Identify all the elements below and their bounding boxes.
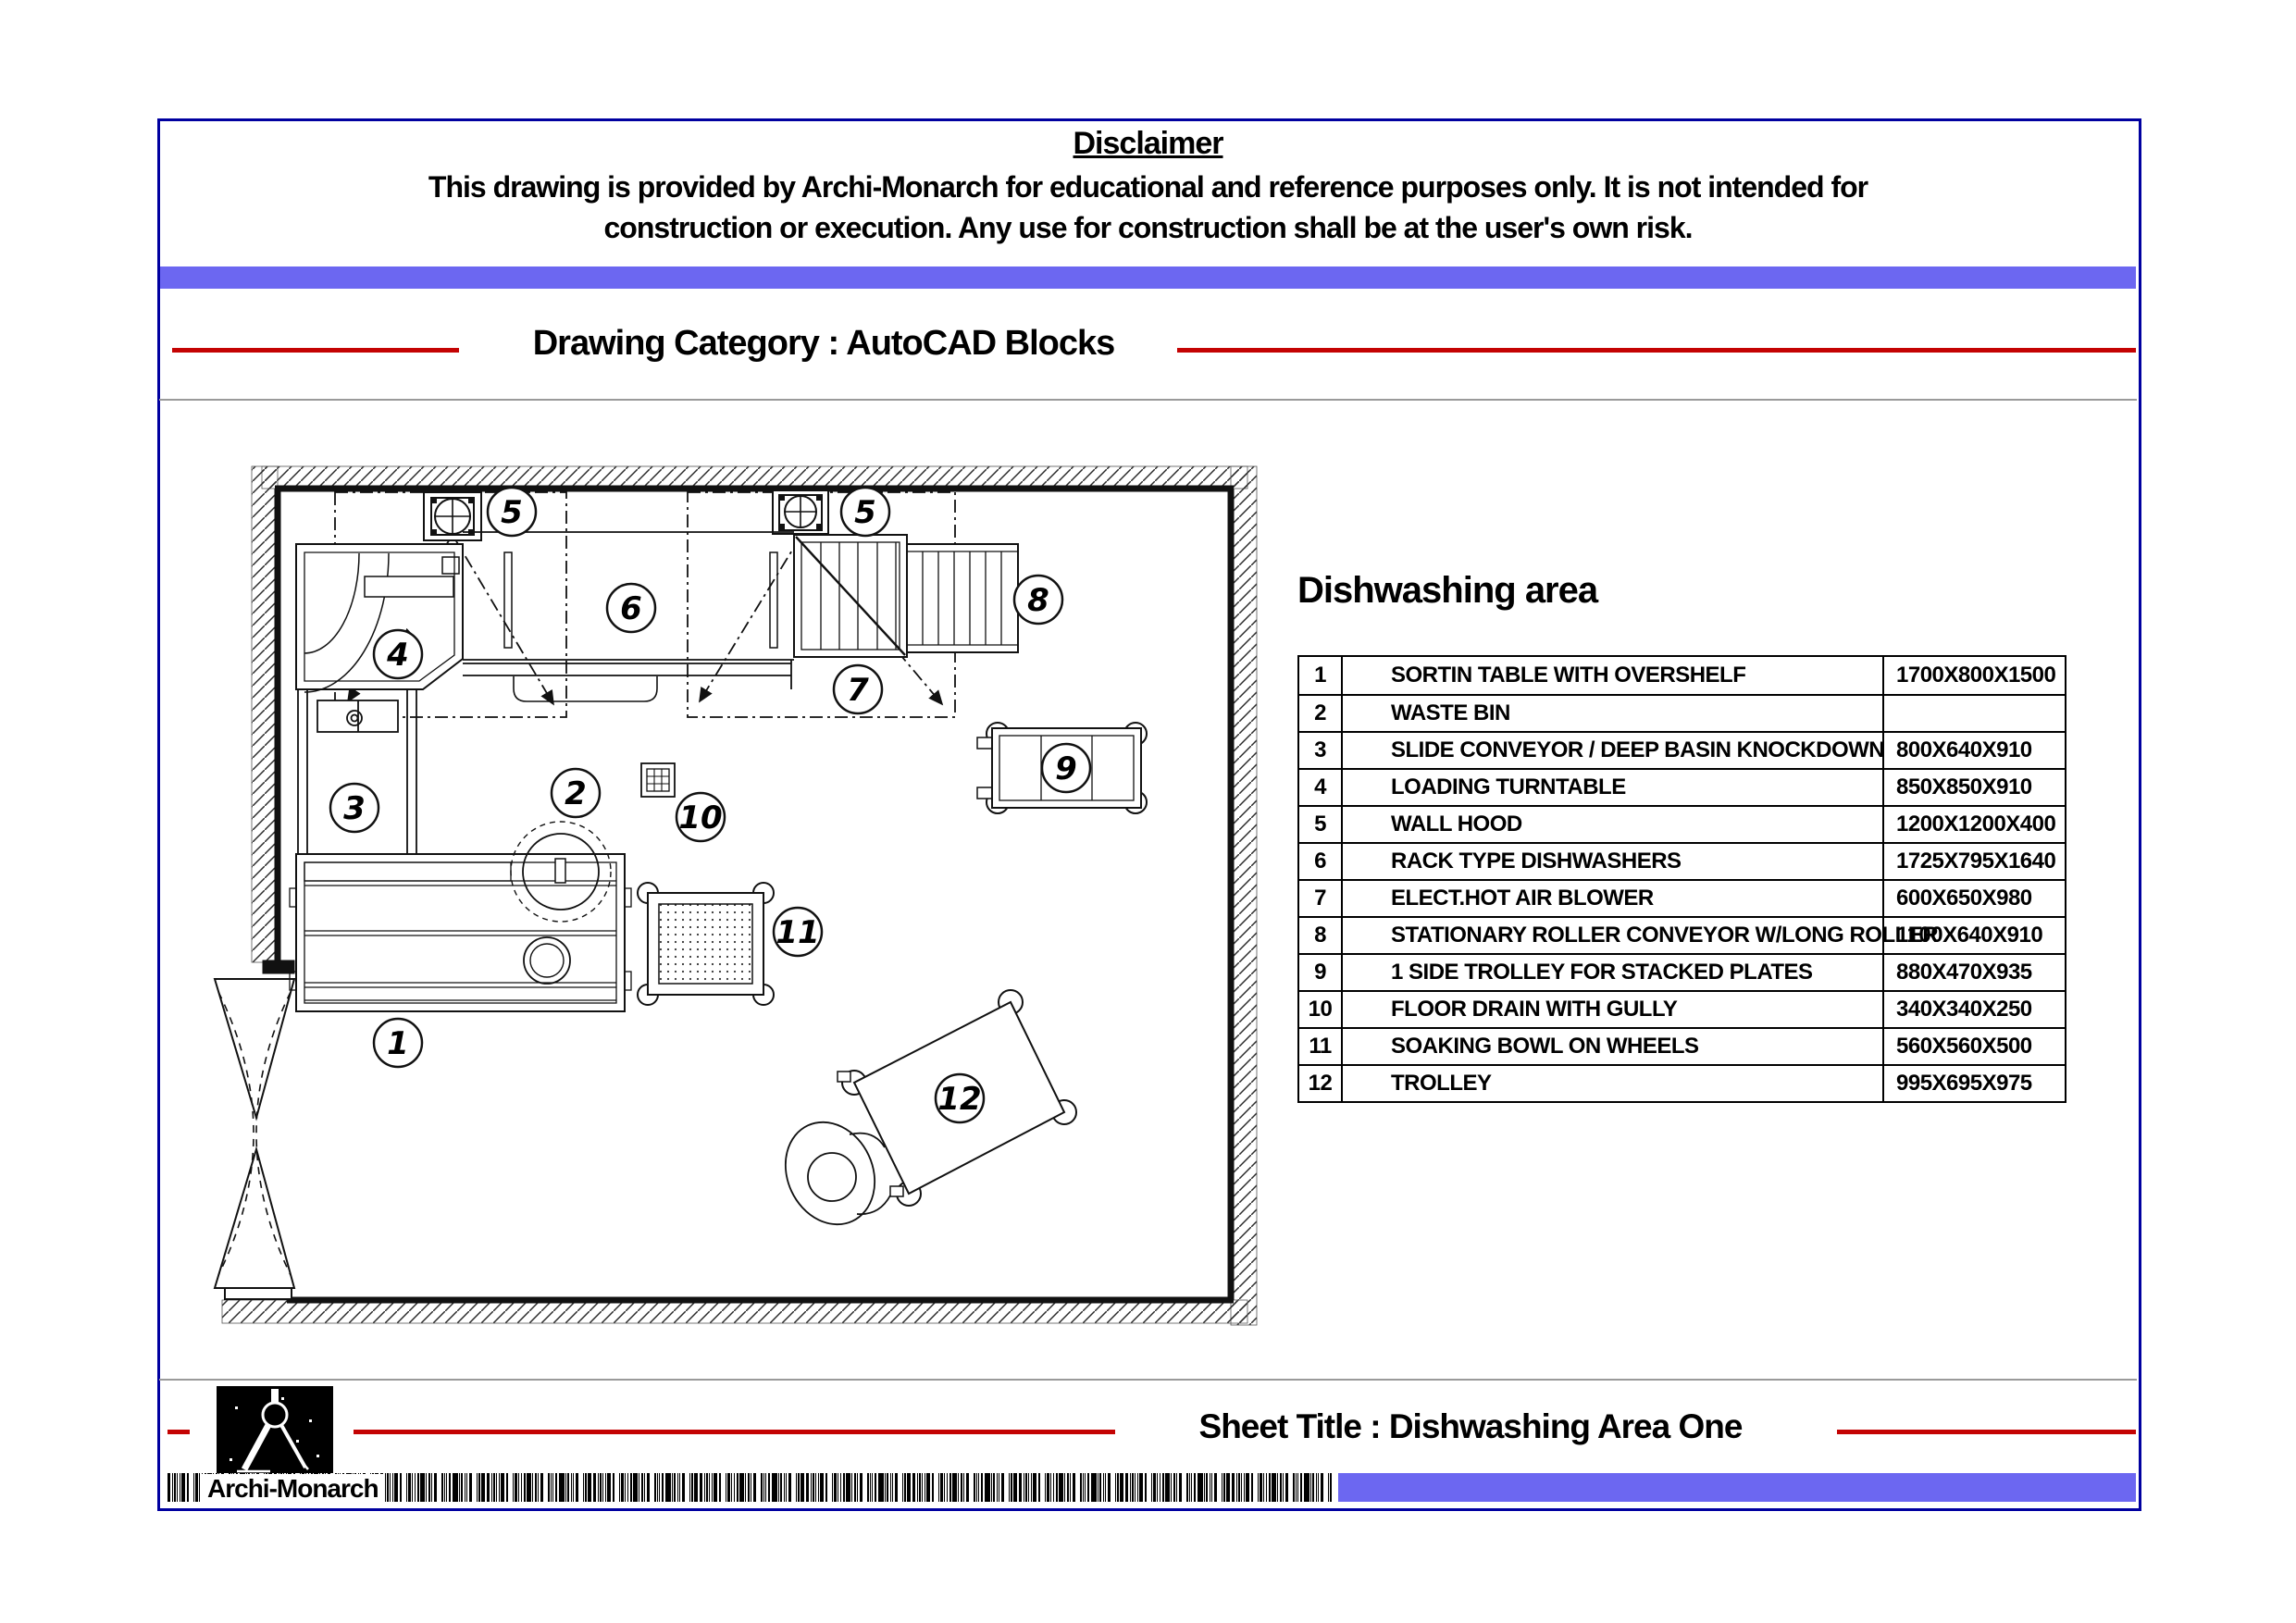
legend-name: TROLLEY — [1343, 1066, 1884, 1101]
legend-dim: 1725X795X1640 — [1896, 849, 2056, 873]
legend-name: SLIDE CONVEYOR / DEEP BASIN KNOCKDOWN — [1343, 733, 1884, 768]
disclaimer-line-2: construction or execution. Any use for construction shall be at the user's own risk. — [603, 211, 1693, 244]
hood1-duct-line-right — [453, 535, 553, 704]
balloon-4: 4 — [387, 637, 409, 674]
brand-label: Archi-Monarch — [202, 1474, 384, 1503]
legend-dim: 850X850X910 — [1896, 774, 2032, 799]
legend-dim: 1100X640X910 — [1896, 923, 2043, 948]
legend-name: WALL HOOD — [1343, 807, 1884, 842]
door-leaf-upper — [215, 979, 294, 1118]
legend-row-11 — [1299, 1027, 2065, 1064]
legend-row-9 — [1299, 953, 2065, 990]
legend-num: 8 — [1299, 918, 1343, 953]
legend-dim: 340X340X250 — [1896, 997, 2032, 1022]
legend-row-12 — [1299, 1064, 2065, 1101]
legend-name: ELECT.HOT AIR BLOWER — [1343, 881, 1884, 916]
legend-num: 4 — [1299, 770, 1343, 805]
legend-dim: 880X470X935 — [1896, 960, 2032, 985]
disclaimer-line-1: This drawing is provided by Archi-Monarch for educational and reference purposes only. It is not intended for — [428, 170, 1868, 204]
legend-num: 1 — [1299, 657, 1343, 694]
legend-num: 11 — [1299, 1029, 1343, 1064]
legend-name: WASTE BIN — [1343, 696, 1884, 731]
legend-name: FLOOR DRAIN WITH GULLY — [1343, 992, 1884, 1027]
waste-chute-box — [317, 700, 398, 732]
balloon-6: 6 — [620, 590, 642, 627]
accent-bar-top — [160, 266, 2136, 289]
legend-name: SOAKING BOWL ON WHEELS — [1343, 1029, 1884, 1064]
equipment-legend-table — [1297, 655, 2066, 1103]
archi-monarch-logo — [217, 1386, 333, 1477]
legend-row-6 — [1299, 842, 2065, 879]
legend-row-5 — [1299, 805, 2065, 842]
legend-name: 1 SIDE TROLLEY FOR STACKED PLATES — [1343, 955, 1884, 990]
legend-num: 5 — [1299, 807, 1343, 842]
sorting-table — [290, 822, 631, 1011]
category-rule-right — [1177, 348, 2136, 353]
legend-num: 2 — [1299, 696, 1343, 731]
header-separator — [159, 399, 2137, 401]
wall-hatch-right — [1231, 466, 1257, 1325]
balloon-1: 1 — [387, 1025, 409, 1062]
legend-row-1 — [1299, 657, 2065, 694]
area-title: Dishwashing area — [1297, 570, 1598, 611]
floor-drain — [641, 763, 675, 797]
legend-row-3 — [1299, 731, 2065, 768]
legend-num: 10 — [1299, 992, 1343, 1027]
sheet-title: Sheet Title : Dishwashing Area One — [1198, 1407, 1743, 1445]
disclaimer-title: Disclaimer — [1073, 126, 1223, 161]
legend-row-2 — [1299, 694, 2065, 731]
legend-dim — [1884, 696, 2068, 731]
hood2-duct-line-left — [700, 537, 800, 701]
sheet-rule-right — [1837, 1430, 2136, 1434]
balloon-9: 9 — [1055, 750, 1077, 787]
drawing-category-label: Drawing Category : AutoCAD Blocks — [532, 324, 1115, 363]
balloon-2: 2 — [565, 775, 587, 812]
door-leaf-lower — [215, 1149, 294, 1288]
legend-num: 6 — [1299, 844, 1343, 879]
balloon-3: 3 — [343, 790, 366, 827]
legend-row-10 — [1299, 990, 2065, 1027]
floor-plan-drawing — [208, 435, 1291, 1346]
fan-unit-1 — [424, 492, 481, 540]
legend-dim: 600X650X980 — [1896, 886, 2032, 911]
legend-dim: 1700X800X1500 — [1896, 663, 2056, 688]
legend-num: 3 — [1299, 733, 1343, 768]
wall-hatch-top — [262, 466, 1247, 489]
balloon-5b: 5 — [854, 494, 876, 531]
legend-num: 7 — [1299, 881, 1343, 916]
legend-row-4 — [1299, 768, 2065, 805]
legend-name: STATIONARY ROLLER CONVEYOR W/LONG ROLLER — [1343, 918, 1884, 953]
trolley-with-worker — [769, 990, 1076, 1239]
sheet-rule-left — [354, 1430, 1115, 1434]
fan-unit-2 — [773, 490, 828, 534]
legend-row-7 — [1299, 879, 2065, 916]
balloon-7: 7 — [847, 672, 869, 709]
legend-row-8 — [1299, 916, 2065, 953]
balloon-8: 8 — [1027, 582, 1049, 619]
worker-head — [808, 1153, 856, 1201]
knockdown-roller-section — [794, 535, 907, 657]
legend-dim: 1200X1200X400 — [1896, 812, 2056, 836]
balloon-10: 10 — [678, 799, 723, 836]
dishwasher-tray — [514, 676, 657, 701]
legend-dim: 995X695X975 — [1896, 1071, 2032, 1096]
category-rule-left — [172, 348, 459, 353]
wall-hatch-left — [252, 466, 278, 962]
legend-name: SORTIN TABLE WITH OVERSHELF — [1343, 657, 1884, 694]
legend-name: RACK TYPE DISHWASHERS — [1343, 844, 1884, 879]
wall-hatch-bottom — [222, 1300, 1247, 1323]
legend-num: 12 — [1299, 1066, 1343, 1101]
balloon-11: 11 — [776, 914, 820, 951]
balloon-5a: 5 — [501, 494, 523, 531]
soaking-bowl — [638, 883, 774, 1005]
double-swing-door — [215, 979, 294, 1288]
footer-separator — [159, 1379, 2137, 1381]
balloon-12: 12 — [937, 1081, 982, 1118]
legend-dim: 800X640X910 — [1896, 737, 2032, 762]
legend-dim: 560X560X500 — [1896, 1034, 2032, 1059]
legend-num: 9 — [1299, 955, 1343, 990]
accent-bar-bottom — [1338, 1473, 2136, 1502]
legend-name: LOADING TURNTABLE — [1343, 770, 1884, 805]
roller-conveyor — [907, 544, 1018, 652]
hood-fan-units — [424, 490, 828, 540]
sheet-rule-dash — [168, 1430, 190, 1434]
